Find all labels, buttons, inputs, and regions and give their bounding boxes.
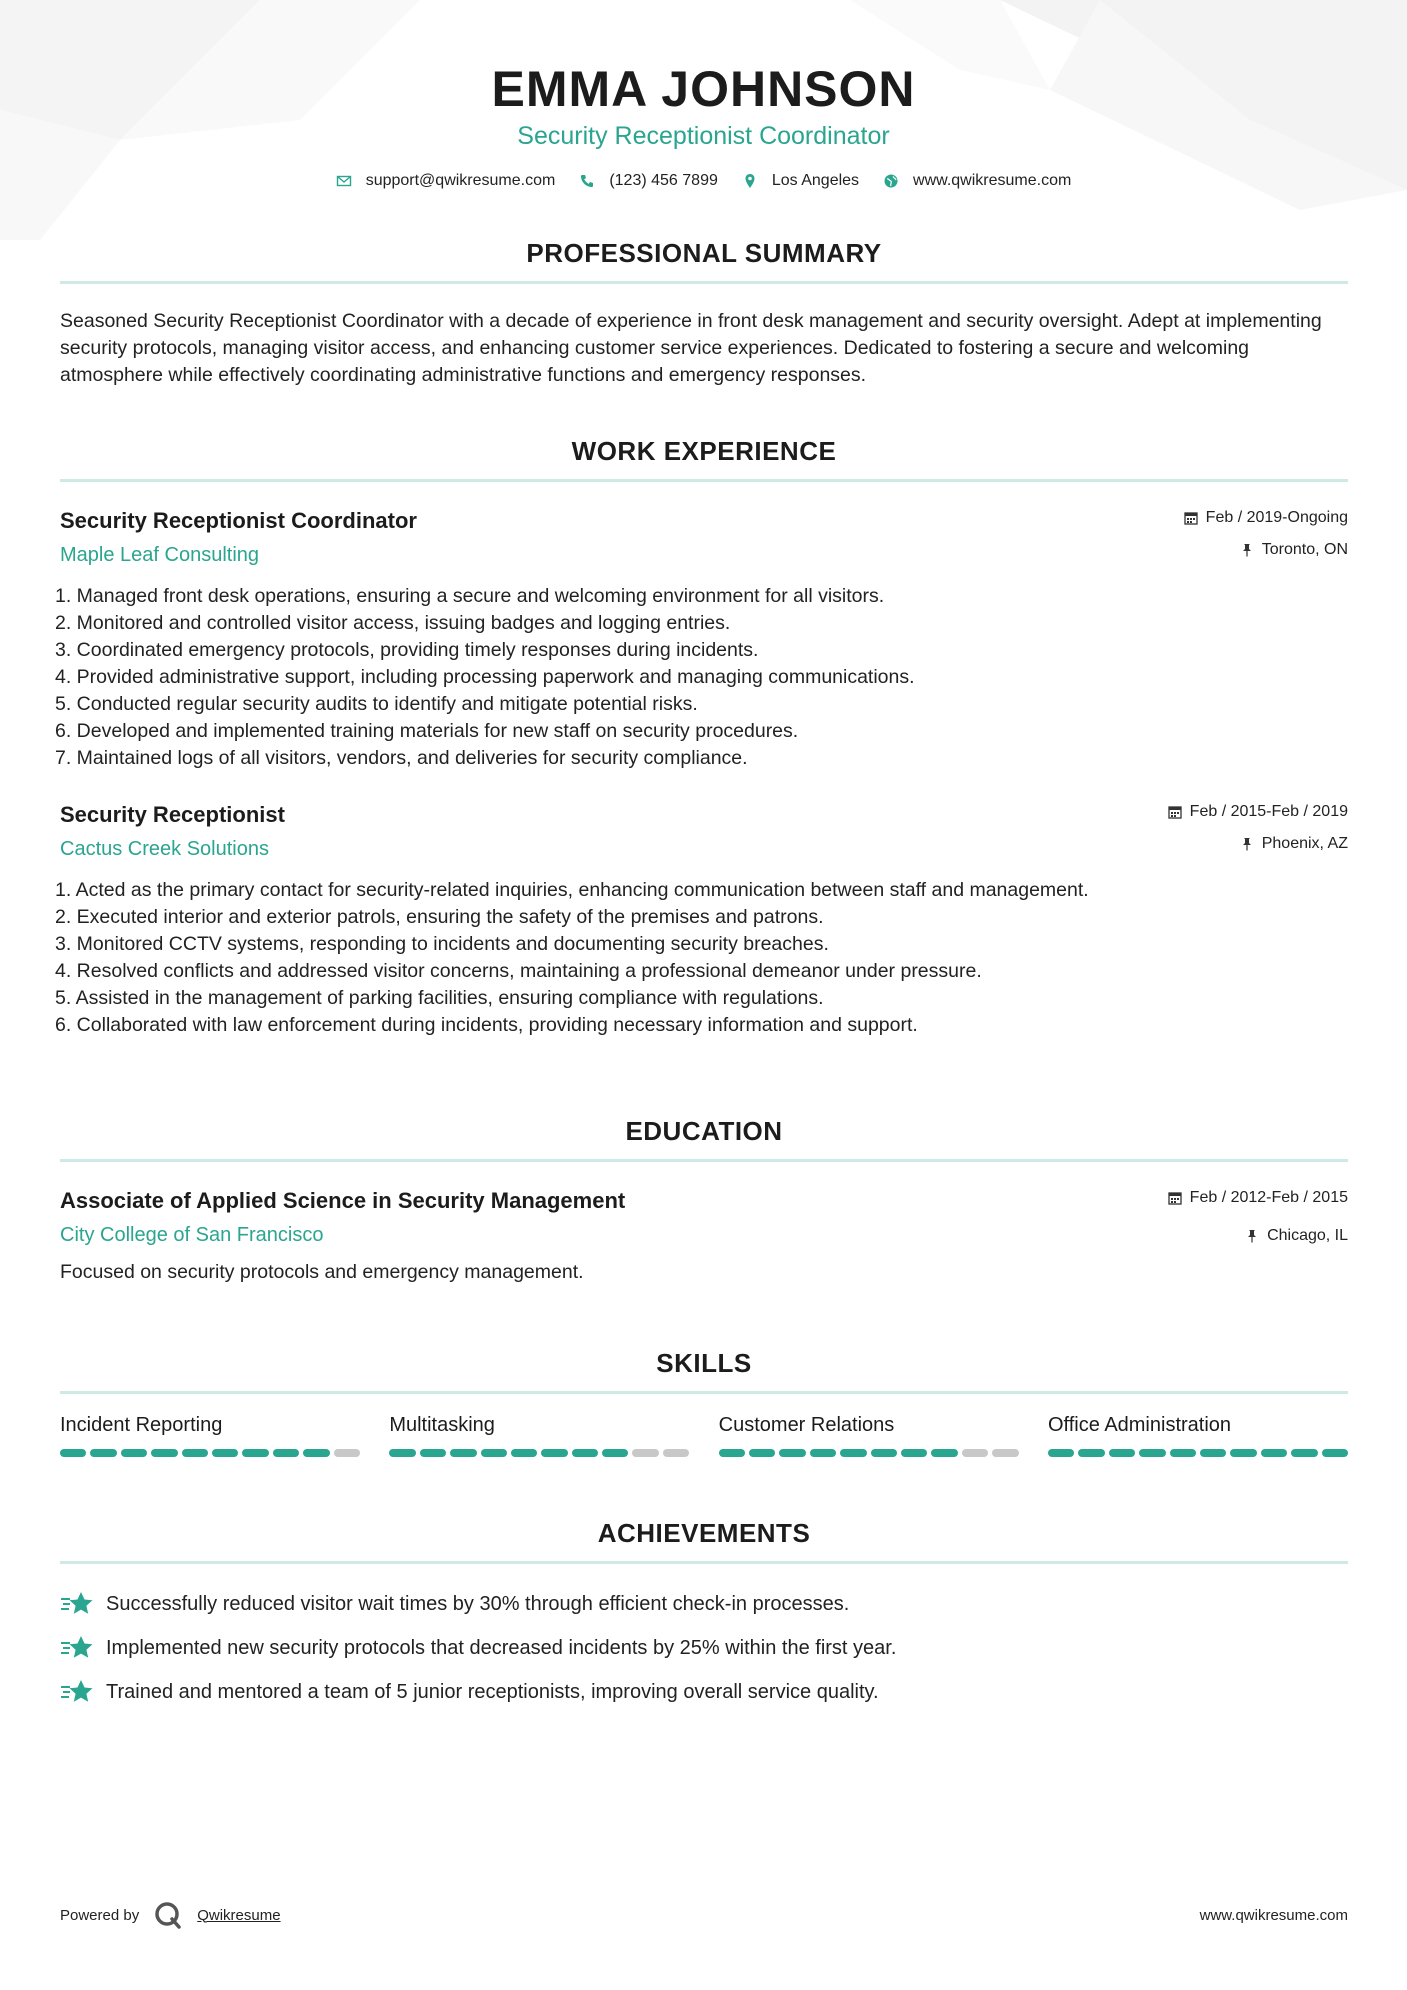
skill-item bbox=[389, 1414, 689, 1457]
skill-dot-filled bbox=[1170, 1449, 1196, 1457]
achievement-text: Trained and mentored a team of 5 junior receptionists, improving overall service quality. bbox=[106, 1680, 879, 1703]
section-divider bbox=[60, 1561, 1348, 1564]
list-item: 3. Monitored CCTV systems, responding to incidents and documenting security breaches. bbox=[55, 933, 829, 955]
education-section bbox=[60, 1116, 1348, 1286]
skill-dot-filled bbox=[1200, 1449, 1226, 1457]
calendar-icon bbox=[1168, 1191, 1182, 1205]
contact-phone-text: (123) 456 7899 bbox=[609, 172, 718, 189]
skill-dot-filled bbox=[779, 1449, 805, 1457]
skill-dot-filled bbox=[1078, 1449, 1104, 1457]
skill-name: Customer Relations bbox=[718, 1414, 895, 1436]
skill-dot-filled bbox=[273, 1449, 299, 1457]
job-location: Toronto, ON bbox=[1261, 541, 1348, 558]
skill-dot-filled bbox=[572, 1449, 598, 1457]
skill-item bbox=[60, 1414, 360, 1457]
skill-dot-filled bbox=[151, 1449, 177, 1457]
contact-website-text: www.qwikresume.com bbox=[913, 172, 1072, 189]
achievements-list bbox=[60, 1582, 1348, 1714]
contact-bar bbox=[0, 172, 1407, 190]
summary-heading: PROFESSIONAL SUMMARY bbox=[526, 238, 882, 268]
star-badge-icon bbox=[60, 1589, 94, 1619]
list-item: 1. Acted as the primary contact for security-related inquiries, enhancing communication between staff and management. bbox=[55, 879, 1089, 901]
skill-dot-filled bbox=[1109, 1449, 1135, 1457]
skill-dot-filled bbox=[60, 1449, 86, 1457]
experience-section bbox=[55, 436, 1348, 1039]
skill-dot-filled bbox=[212, 1449, 238, 1457]
skill-dot-filled bbox=[1048, 1449, 1074, 1457]
job-company: Maple Leaf Consulting bbox=[60, 544, 260, 566]
skill-dot-filled bbox=[481, 1449, 507, 1457]
education-meta bbox=[1168, 1188, 1348, 1246]
skill-dot-filled bbox=[303, 1449, 329, 1457]
calendar-icon bbox=[1184, 511, 1198, 525]
envelope-icon bbox=[336, 173, 352, 189]
contact-email[interactable] bbox=[336, 172, 556, 190]
section-divider bbox=[60, 1159, 1348, 1162]
powered-by bbox=[60, 1900, 281, 1930]
education-location: Chicago, IL bbox=[1267, 1227, 1348, 1244]
candidate-name: EMMA JOHNSON bbox=[491, 61, 916, 117]
school-name: City College of San Francisco bbox=[60, 1224, 324, 1246]
job-duties-list bbox=[55, 583, 1348, 772]
achievement-text: Implemented new security protocols that decreased incidents by 25% within the first year. bbox=[106, 1636, 897, 1659]
list-item: 6. Collaborated with law enforcement during incidents, providing necessary information and support. bbox=[55, 1014, 918, 1036]
map-pin-icon bbox=[742, 173, 758, 189]
list-item: 3. Coordinated emergency protocols, providing timely responses during incidents. bbox=[55, 639, 759, 661]
section-divider bbox=[60, 1391, 1348, 1394]
skill-dot-filled bbox=[511, 1449, 537, 1457]
globe-icon bbox=[883, 173, 899, 189]
skill-level-bar bbox=[719, 1449, 1019, 1457]
skill-dot-filled bbox=[450, 1449, 476, 1457]
powered-by-label: Powered by bbox=[60, 1906, 140, 1924]
section-divider bbox=[60, 281, 1348, 284]
list-item: 5. Conducted regular security audits to identify and mitigate potential risks. bbox=[55, 693, 698, 715]
skill-dot-filled bbox=[182, 1449, 208, 1457]
achievements-section bbox=[60, 1518, 1348, 1714]
education-entry bbox=[60, 1188, 1348, 1286]
list-item: 4. Resolved conflicts and addressed visitor concerns, maintaining a professional demeanor under pressure. bbox=[55, 960, 982, 982]
skill-dot-filled bbox=[871, 1449, 897, 1457]
list-item: 2. Executed interior and exterior patrols, ensuring the safety of the premises and patrons. bbox=[55, 906, 824, 928]
job-company: Cactus Creek Solutions bbox=[60, 838, 269, 860]
skill-level-bar bbox=[389, 1449, 689, 1457]
skill-item bbox=[719, 1414, 1019, 1457]
page-footer bbox=[60, 1900, 1348, 1930]
job-title: Security Receptionist Coordinator bbox=[60, 508, 417, 533]
calendar-icon bbox=[1168, 805, 1182, 819]
job-meta bbox=[1168, 802, 1348, 854]
achievement-item bbox=[60, 1582, 1348, 1626]
list-item: 7. Maintained logs of all visitors, vendors, and deliveries for security compliance. bbox=[55, 747, 748, 769]
skill-dot-empty bbox=[632, 1449, 658, 1457]
summary-section bbox=[60, 238, 1348, 389]
achievement-item bbox=[60, 1626, 1348, 1670]
list-item: 2. Monitored and controlled visitor access, issuing badges and logging entries. bbox=[55, 612, 731, 634]
phone-icon bbox=[579, 173, 595, 189]
pushpin-icon bbox=[1240, 543, 1254, 557]
summary-text: Seasoned Security Receptionist Coordinator with a decade of experience in front desk management and security oversight. Adept at implementing security protocols, managing visitor access, and enhancing customer service experiences. Dedicated to fostering a secure and welcoming atmosphere while effectively coordinating administrative functions and emergency responses. bbox=[60, 310, 1322, 386]
star-badge-icon bbox=[60, 1677, 94, 1707]
skill-dot-filled bbox=[749, 1449, 775, 1457]
skill-dot-filled bbox=[121, 1449, 147, 1457]
contact-location bbox=[742, 172, 859, 190]
skill-dot-empty bbox=[663, 1449, 689, 1457]
list-item: 1. Managed front desk operations, ensuring a secure and welcoming environment for all visitors. bbox=[55, 585, 885, 607]
job-location: Phoenix, AZ bbox=[1261, 835, 1348, 852]
job-entry bbox=[55, 508, 1348, 772]
job-dates: Feb / 2019-Ongoing bbox=[1205, 509, 1348, 526]
skill-name: Multitasking bbox=[389, 1414, 495, 1436]
skill-dot-filled bbox=[602, 1449, 628, 1457]
skill-level-bar bbox=[1048, 1449, 1348, 1457]
achievement-item bbox=[60, 1670, 1348, 1714]
skill-level-bar bbox=[60, 1449, 360, 1457]
list-item: 6. Developed and implemented training materials for new staff on security procedures. bbox=[55, 720, 799, 742]
skill-dot-filled bbox=[242, 1449, 268, 1457]
qwikresume-link[interactable]: Qwikresume bbox=[197, 1906, 281, 1924]
skill-dot-empty bbox=[334, 1449, 360, 1457]
skill-name: Incident Reporting bbox=[60, 1414, 223, 1436]
skills-heading: SKILLS bbox=[656, 1348, 752, 1378]
list-item: 5. Assisted in the management of parking facilities, ensuring compliance with regulations. bbox=[55, 987, 824, 1009]
education-dates: Feb / 2012-Feb / 2015 bbox=[1189, 1189, 1348, 1206]
skill-dot-empty bbox=[992, 1449, 1018, 1457]
experience-heading: WORK EXPERIENCE bbox=[571, 436, 837, 466]
job-title: Security Receptionist bbox=[60, 802, 285, 827]
contact-phone[interactable] bbox=[579, 172, 718, 190]
job-entry bbox=[55, 802, 1348, 1039]
qwikresume-logo-icon bbox=[153, 1900, 183, 1930]
skill-dot-filled bbox=[541, 1449, 567, 1457]
list-item: 4. Provided administrative support, including processing paperwork and managing communications. bbox=[55, 666, 915, 688]
skill-dot-filled bbox=[90, 1449, 116, 1457]
skills-section bbox=[60, 1348, 1348, 1457]
skill-dot-filled bbox=[719, 1449, 745, 1457]
section-divider bbox=[60, 479, 1348, 482]
skill-dot-filled bbox=[1322, 1449, 1348, 1457]
skill-dot-filled bbox=[840, 1449, 866, 1457]
candidate-role: Security Receptionist Coordinator bbox=[517, 122, 890, 150]
job-meta bbox=[1184, 508, 1348, 560]
skill-name: Office Administration bbox=[1047, 1414, 1232, 1436]
education-description: Focused on security protocols and emergency management. bbox=[60, 1261, 584, 1283]
education-heading: EDUCATION bbox=[625, 1116, 783, 1146]
skill-dot-filled bbox=[931, 1449, 957, 1457]
footer-website[interactable]: www.qwikresume.com bbox=[1199, 1906, 1348, 1924]
star-badge-icon bbox=[60, 1633, 94, 1663]
pushpin-icon bbox=[1240, 837, 1254, 851]
skills-list bbox=[60, 1414, 1348, 1457]
achievements-heading: ACHIEVEMENTS bbox=[597, 1518, 811, 1548]
contact-email-text: support@qwikresume.com bbox=[365, 172, 556, 189]
achievement-text: Successfully reduced visitor wait times by 30% through efficient check-in processes. bbox=[106, 1592, 850, 1615]
skill-dot-filled bbox=[1291, 1449, 1317, 1457]
skill-dot-filled bbox=[901, 1449, 927, 1457]
skill-dot-filled bbox=[1139, 1449, 1165, 1457]
pushpin-icon bbox=[1245, 1229, 1259, 1243]
degree-title: Associate of Applied Science in Security Management bbox=[60, 1188, 626, 1213]
job-dates: Feb / 2015-Feb / 2019 bbox=[1189, 803, 1348, 820]
resume-header bbox=[0, 0, 1407, 152]
contact-location-text: Los Angeles bbox=[771, 172, 860, 189]
job-duties-list bbox=[55, 877, 1348, 1039]
skill-item bbox=[1048, 1414, 1348, 1457]
skill-dot-filled bbox=[420, 1449, 446, 1457]
skill-dot-filled bbox=[1261, 1449, 1287, 1457]
skill-dot-filled bbox=[1230, 1449, 1256, 1457]
skill-dot-filled bbox=[389, 1449, 415, 1457]
contact-website[interactable] bbox=[883, 172, 1071, 190]
skill-dot-filled bbox=[810, 1449, 836, 1457]
skill-dot-empty bbox=[962, 1449, 988, 1457]
